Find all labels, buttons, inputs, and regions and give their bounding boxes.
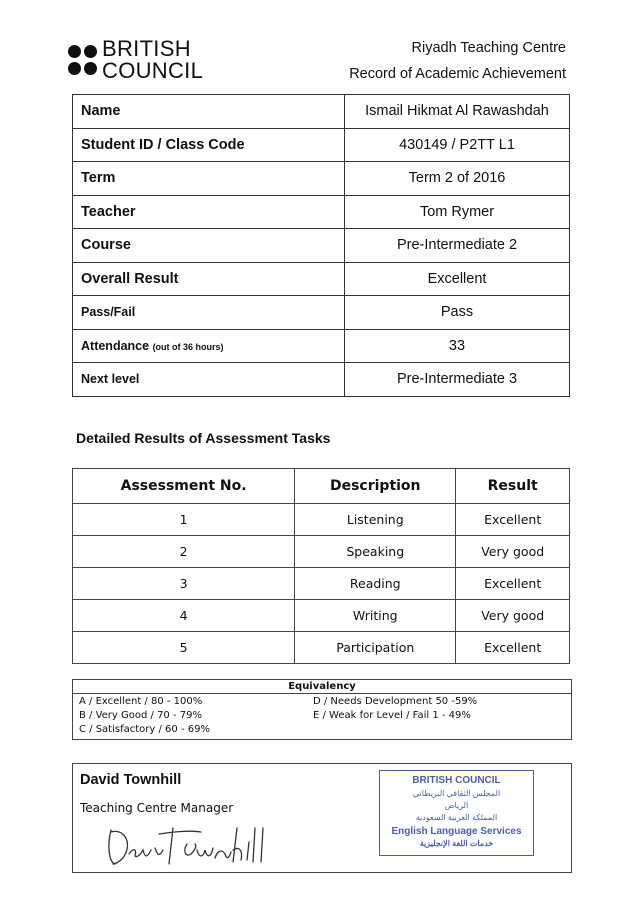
assessment-description: Speaking	[295, 536, 456, 568]
info-row-name	[73, 95, 570, 129]
info-value: Term 2 of 2016	[345, 162, 570, 196]
assessment-description: Reading	[295, 568, 456, 600]
info-row-student-id	[73, 128, 570, 162]
info-label: Name	[73, 95, 345, 129]
grade-line: E / Weak for Level / Fail 1 - 49%	[313, 710, 471, 721]
grade-line: A / Excellent / 80 - 100%	[79, 696, 203, 707]
assessment-number: 3	[73, 568, 295, 600]
assessment-table	[72, 468, 570, 664]
divider	[73, 693, 571, 694]
table-row	[73, 568, 570, 600]
info-label: Next level	[73, 363, 345, 397]
info-label-note: (out of 36 hours)	[152, 341, 224, 352]
info-value: 33	[345, 329, 570, 363]
signatory-role: Teaching Centre Manager	[80, 801, 234, 815]
column-header: Result	[456, 469, 570, 504]
info-value: Excellent	[345, 262, 570, 296]
info-value: Pre-Intermediate 2	[345, 229, 570, 263]
info-label: Teacher	[73, 195, 345, 229]
handwritten-signature	[103, 824, 273, 869]
british-council-stamp	[379, 770, 534, 856]
stamp-line: English Language Services	[391, 826, 522, 837]
info-label: Overall Result	[73, 262, 345, 296]
table-header-row	[73, 469, 570, 504]
logo-line2: COUNCIL	[102, 58, 204, 83]
info-row-pass-fail	[73, 296, 570, 330]
info-label: Pass/Fail	[73, 296, 345, 330]
assessment-number: 4	[73, 600, 295, 632]
logo-dots-icon	[68, 45, 97, 75]
info-label: Student ID / Class Code	[73, 128, 345, 162]
assessment-number: 5	[73, 632, 295, 664]
info-label-cell	[73, 329, 345, 363]
assessment-description: Listening	[295, 504, 456, 536]
info-row-overall-result	[73, 262, 570, 296]
grade-line: D / Needs Development 50 -59%	[313, 696, 478, 707]
assessment-result: Very good	[456, 536, 570, 568]
equivalency-box	[72, 679, 572, 740]
column-header: Assessment No.	[73, 469, 295, 504]
assessment-result: Very good	[456, 600, 570, 632]
assessment-number: 2	[73, 536, 295, 568]
stamp-line: خدمات اللغة الإنجليزية	[419, 839, 494, 848]
info-value: Tom Rymer	[345, 195, 570, 229]
assessment-result: Excellent	[456, 568, 570, 600]
student-info-table	[72, 94, 570, 397]
assessment-description: Writing	[295, 600, 456, 632]
section-title: Detailed Results of Assessment Tasks	[76, 430, 331, 446]
stamp-line: المملكة العربية السعودية	[415, 813, 498, 822]
british-council-logo	[68, 38, 203, 82]
assessment-number: 1	[73, 504, 295, 536]
info-value: Pass	[345, 296, 570, 330]
column-header: Description	[295, 469, 456, 504]
assessment-result: Excellent	[456, 632, 570, 664]
info-label: Course	[73, 229, 345, 263]
info-label: Attendance	[81, 338, 150, 353]
info-row-term	[73, 162, 570, 196]
stamp-line: BRITISH COUNCIL	[412, 775, 501, 786]
grade-line: C / Satisfactory / 60 - 69%	[79, 724, 210, 735]
assessment-result: Excellent	[456, 504, 570, 536]
signatory-name: David Townhill	[80, 772, 182, 788]
document-title: Record of Academic Achievement	[349, 66, 566, 82]
stamp-line: الرياض	[444, 801, 469, 810]
stamp-line: المجلس الثقافي البريطاني	[412, 789, 501, 798]
info-row-course	[73, 229, 570, 263]
info-label: Term	[73, 162, 345, 196]
info-value: Ismail Hikmat Al Rawashdah	[345, 95, 570, 129]
table-row	[73, 536, 570, 568]
logo-line1: BRITISH	[102, 36, 191, 61]
equivalency-title: Equivalency	[288, 681, 356, 692]
info-row-teacher	[73, 195, 570, 229]
centre-name: Riyadh Teaching Centre	[411, 40, 566, 56]
table-row	[73, 632, 570, 664]
info-row-attendance	[73, 329, 570, 363]
signature-box	[72, 763, 572, 873]
info-value: Pre-Intermediate 3	[345, 363, 570, 397]
table-row	[73, 504, 570, 536]
info-value: 430149 / P2TT L1	[345, 128, 570, 162]
assessment-description: Participation	[295, 632, 456, 664]
table-row	[73, 600, 570, 632]
grade-line: B / Very Good / 70 - 79%	[79, 710, 202, 721]
info-row-next-level	[73, 363, 570, 397]
